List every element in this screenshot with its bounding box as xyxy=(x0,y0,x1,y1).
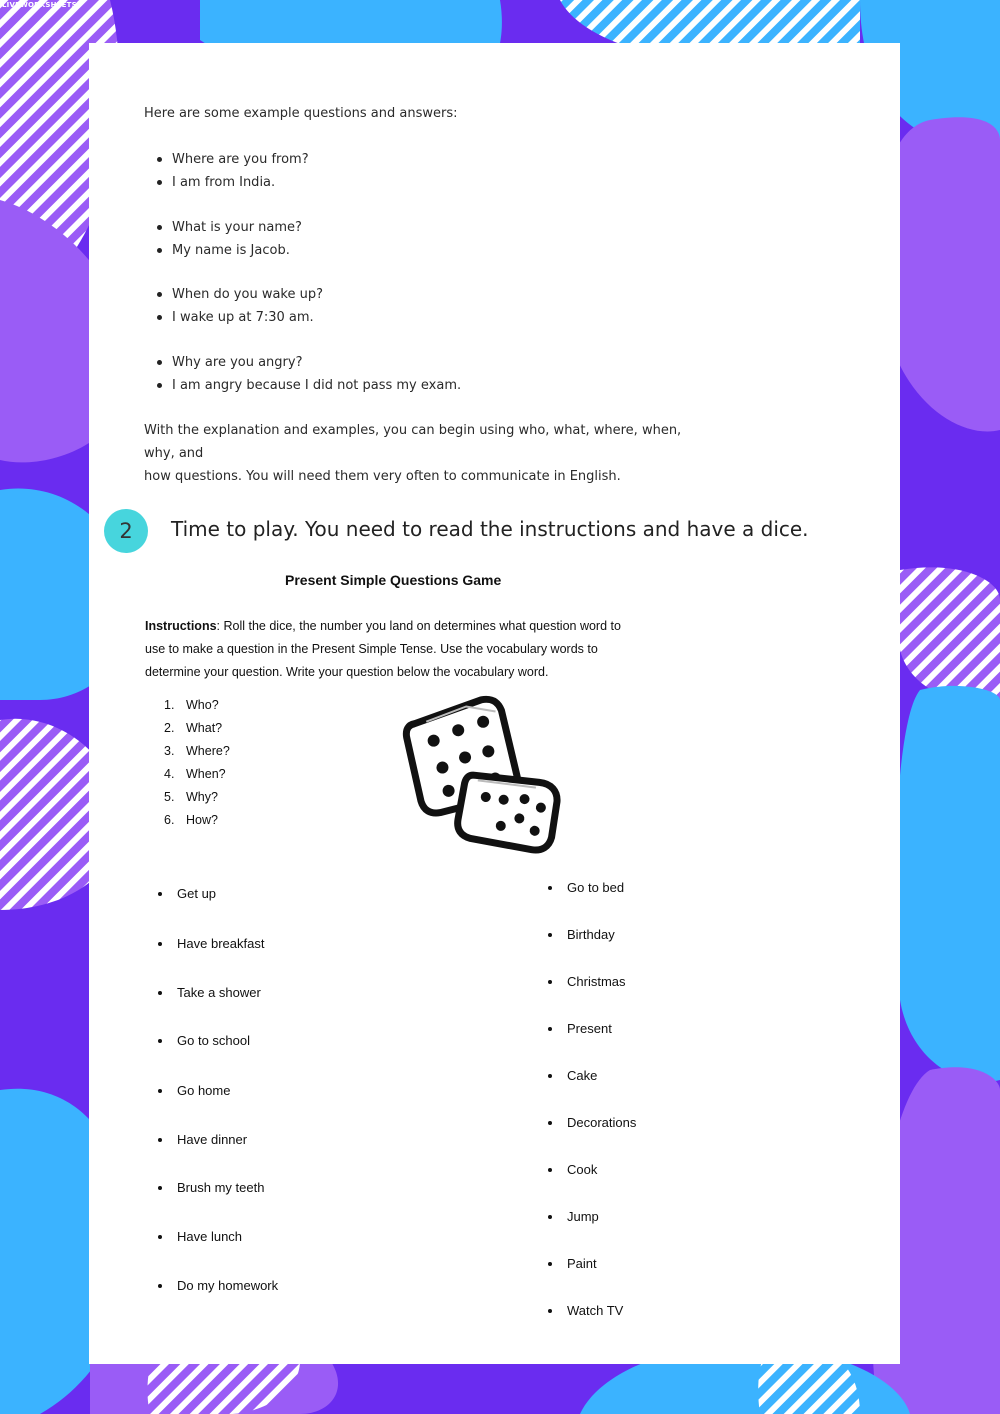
vocab-item: Have breakfast xyxy=(177,936,265,951)
vocab-item: Paint xyxy=(567,1256,597,1271)
question-word-list xyxy=(164,694,230,832)
vocab-item: Present xyxy=(567,1021,612,1036)
question-word-item: 1. Who? xyxy=(164,698,219,712)
qa-group-2 xyxy=(172,216,302,262)
question-item: Why are you angry? xyxy=(172,351,461,374)
vocab-item: Christmas xyxy=(567,974,626,989)
explanation-paragraph xyxy=(144,419,704,488)
brand-watermark: LIVEWORKSHEETS xyxy=(2,1,77,9)
vocab-item: Decorations xyxy=(567,1115,637,1130)
question-word-item: 5. Why? xyxy=(164,790,218,804)
vocab-item: Birthday xyxy=(567,927,615,942)
vocab-item: Jump xyxy=(567,1209,599,1224)
step-number-badge: 2 xyxy=(104,509,148,553)
vocab-item: Brush my teeth xyxy=(177,1180,265,1195)
question-item: What is your name? xyxy=(172,216,302,239)
qa-group-3 xyxy=(172,283,323,329)
answer-item: I am from India. xyxy=(172,171,309,194)
paragraph-line: how questions. You will need them very often to communicate in English. xyxy=(144,469,621,484)
question-item: When do you wake up? xyxy=(172,283,323,306)
vocab-item: Go to school xyxy=(177,1033,250,1048)
vocab-item: Go to bed xyxy=(567,880,625,895)
vocab-item: Have dinner xyxy=(177,1132,248,1147)
dice-icon xyxy=(401,686,566,856)
question-word-item: 2. What? xyxy=(164,721,223,735)
answer-item: I am angry because I did not pass my exam. xyxy=(172,374,461,397)
vocab-item: Cook xyxy=(567,1162,598,1177)
paragraph-line: With the explanation and examples, you can begin using who, what, where, when, why, and xyxy=(144,423,682,461)
question-item: Where are you from? xyxy=(172,148,309,171)
instructions-text: use to make a question in the Present Simple Tense. Use the vocabulary words to xyxy=(145,642,598,656)
vocab-item: Go home xyxy=(177,1083,231,1098)
vocab-item: Cake xyxy=(567,1068,598,1083)
vocab-item: Have lunch xyxy=(177,1229,243,1244)
vocab-item: Do my homework xyxy=(177,1278,279,1293)
question-word-item: 3. Where? xyxy=(164,744,230,758)
game-instructions xyxy=(145,615,675,684)
vocab-item: Get up xyxy=(177,886,217,901)
qa-group-1 xyxy=(172,148,309,194)
intro-text: Here are some example questions and answers: xyxy=(144,106,458,121)
question-word-item: 6. How? xyxy=(164,813,218,827)
answer-item: I wake up at 7:30 am. xyxy=(172,306,323,329)
question-word-item: 4. When? xyxy=(164,767,226,781)
answer-item: My name is Jacob. xyxy=(172,239,302,262)
worksheet-page xyxy=(89,43,900,1364)
instructions-text: determine your question. Write your question below the vocabulary word. xyxy=(145,665,549,679)
instructions-text: : Roll the dice, the number you land on determines what question word to xyxy=(216,619,621,633)
vocab-item: Take a shower xyxy=(177,985,261,1000)
qa-group-4 xyxy=(172,351,461,397)
step-heading: Time to play. You need to read the instructions and have a dice. xyxy=(171,517,809,541)
game-title: Present Simple Questions Game xyxy=(285,572,502,588)
vocab-item: Watch TV xyxy=(567,1303,624,1318)
instructions-label: Instructions xyxy=(145,619,217,633)
